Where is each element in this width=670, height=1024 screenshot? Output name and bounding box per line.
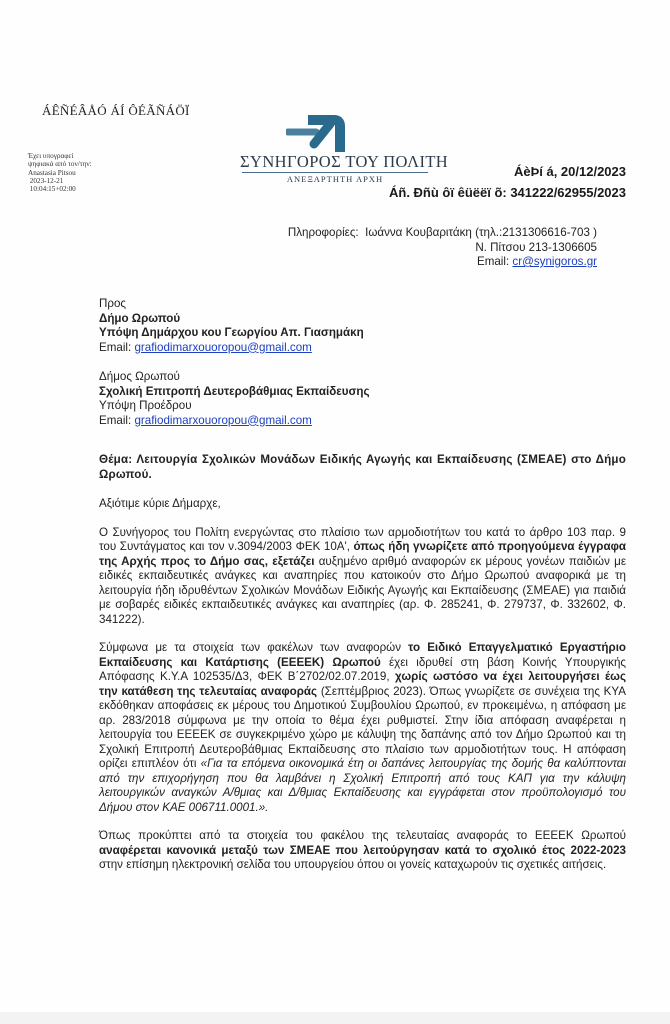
recipient-2-email-row: [99, 414, 370, 429]
info-label: Πληροφορίες:: [287, 226, 359, 239]
paragraph-2: [99, 641, 626, 815]
text-run: έχει ιδρυθεί στη βάση Κοινής Υπουργικής Απόφασης Κ.Υ.Α 102535/Δ3, ΦΕΚ Β΄2702/02.07.2019,: [99, 655, 626, 683]
text-run: Ο Συνήγορος του Πολίτη ενεργώντας στο πλαίσιο των αρμοδιοτήτων του κατά το άρθρο 103 παρ. 9 του Συντάγματος και τον ν.3094/2003 ΦΕΚ 10Α',: [99, 525, 626, 553]
text-run: (Σεπτέμβριος 2023). Όπως γνωρίζετε σε συνέχεια της ΚΥΑ εκδόθηκαν αποφάσεις εκ μέρους του Δημοτικού Συμβουλίου Ωρωπού, εν προκειμένω, η απόφαση με αρ. 283/2018 σύμφωνα με την οποία το θέμα έχει ρυθμιστεί. Στην ίδια απόφαση αναφέρεται η λειτουργία του ΕΕΕΕΚ σε συγκεκριμένο χώρο με κάλυψη της δαπάνης από τον Δήμο Ωρωπού και τη Σχολική Επιτροπή Δευτεροβάθμιας Εκπαίδευσης στο πλαίσιο των αρμοδιοτήτων τους. Η απόφαση ορίζει επιπλέον ότι: [99, 684, 626, 770]
signature-date: 2023-12-21: [28, 176, 64, 185]
digital-signature-stamp: [28, 152, 92, 193]
contact-email-row: [288, 255, 597, 270]
recipient-2-email-link[interactable]: grafiodimarxouoropou@gmail.com: [134, 413, 312, 427]
recipient-1-attention: Υπόψη Δημάρχου κου Γεωργίου Απ. Γιασημάκη: [99, 326, 364, 339]
document-date: ÁèÞí á, 20/12/2023: [513, 164, 626, 179]
logo-divider: [242, 172, 428, 173]
salutation: Αξιότιμε κύριε Δήμαρχε,: [99, 497, 221, 510]
letter-body: [99, 453, 626, 887]
email-label: Email:: [99, 340, 132, 354]
recipient-2-org: Δήμος Ωρωπού: [99, 370, 180, 383]
text-run: αυξημένο αριθμό αναφορών εκ μέρους γονέων παιδιών με ειδικές εκπαιδευτικές ανάγκες και αναπηρίες που κατοικούν στο Δήμο Ωρωπού αναφορικά με τη λειτουργία ήδη ιδρυθέντων Σχολικών Μονάδων Ειδικής Αγωγής και Εκπαίδευσης (ΣΜΕΑΕ) για παιδιά με σοβαρές ειδικές εκπαιδευτικές ανάγκες και αναπηρίες (αρ. Φ. 285241, Φ. 279737, Φ. 332602, Φ. 341222).: [99, 554, 626, 626]
text-run: Όπως προκύπτει από τα στοιχεία του φακέλου της τελευταίας αναφοράς το ΕΕΕΕΚ Ωρωπού: [99, 829, 626, 842]
signature-line: ψηφιακά από τον/την:: [28, 160, 92, 169]
text-run-bold: αναφέρεται κανονικά μεταξύ των ΣΜΕΑΕ που λειτούργησαν κατά το σχολικό έτος 2022-2023: [99, 843, 626, 857]
contact-person: Ιωάννα Κουβαριτάκη (τηλ.:2131306616-703 ): [365, 226, 597, 239]
ombudsman-logo: [240, 114, 449, 184]
recipient-1-email-link[interactable]: grafiodimarxouoropou@gmail.com: [134, 340, 312, 354]
text-run-bold: το Ειδικό Επαγγελματικό Εργαστήριο Εκπαίδευσης και Κατάρτισης (ΕΕΕΕΚ) Ωρωπού: [99, 641, 626, 669]
protocol-number: Áñ. Ðñù ôï êüëëï õ: 341222/62955/2023: [388, 185, 626, 200]
contact-secondary: Ν. Πίτσου 213-1306605: [475, 240, 597, 254]
header-title: ÁÊÑÉÂÅÓ ÁÍ ÔÉÃÑÁÖÏ: [42, 103, 190, 118]
text-run-bold: χωρίς ωστόσο να έχει λειτουργήσει έως την κατάθεση της τελευταίας αναφοράς: [99, 670, 627, 698]
email-label: Email:: [99, 413, 132, 427]
subject-line: Θέμα: Λειτουργία Σχολικών Μονάδων Ειδικής Αγωγής και Εκπαίδευσης (ΣΜΕΑΕ) στο Δήμο Ωρωπού.: [99, 453, 626, 481]
signature-time: 10:04:15+02:00: [28, 185, 76, 194]
to-label: Προς: [99, 297, 127, 310]
text-run: στην επίσημη ηλεκτρονική σελίδα του υπουργείου όπου οι γονείς καταχωρούν τις σχετικές αιτήσεις.: [99, 858, 607, 871]
quoted-decision-text: «Για τα επόμενα οικονομικά έτη οι δαπάνες λειτουργίας της δομής θα καλύπτονται από την επιχορήγηση που θα λαμβάνει η Σχολική Επιτροπή από τους ΚΑΠ για την κάλυψη λειτουργικών αναγκών Α/θμιας και Δ/θμιας Εκπαίδευσης και εγγράφεται στον προϋπολογισμό του Δήμου στον ΚΑΕ 006711.0001.».: [99, 757, 626, 814]
signature-signer: Anastasia Pitsou: [28, 168, 76, 177]
logo-title: ΣΥΝΗΓΟΡΟΣ ΤΟΥ ΠΟΛΙΤΗ: [240, 152, 449, 171]
text-run: Σύμφωνα με τα στοιχεία των φακέλων των αναφορών: [99, 641, 409, 654]
contact-info: [288, 226, 597, 270]
logo-subtitle: ΑΝΕΞΑΡΤΗΤΗ ΑΡΧΗ: [286, 174, 384, 184]
email-label: Email:: [476, 255, 510, 268]
paragraph-3: [99, 829, 626, 873]
text-run-bold: όπως ήδη γνωρίζετε από προηγούμενα έγγραφα της Αρχής προς το Δήμο σας, εξετάζει: [99, 540, 626, 568]
contact-person-row: [288, 226, 597, 241]
paragraph-1: [99, 526, 626, 628]
page-bottom-edge: [0, 1012, 670, 1024]
recipient-2-name: Σχολική Επιτροπή Δευτεροβάθμιας Εκπαίδευσης: [99, 384, 370, 398]
recipient-1-name: Δήμο Ωρωπού: [99, 311, 181, 325]
spacer: [99, 355, 370, 370]
recipients-block: [99, 297, 370, 428]
recipient-2-attention: Υπόψη Προέδρου: [99, 399, 192, 412]
arrow-logo-icon: [286, 114, 348, 154]
recipient-1-email-row: [99, 341, 370, 356]
signature-line: Έχει υπογραφεί: [28, 152, 74, 160]
contact-email-link[interactable]: cr@synigoros.gr: [512, 255, 597, 268]
